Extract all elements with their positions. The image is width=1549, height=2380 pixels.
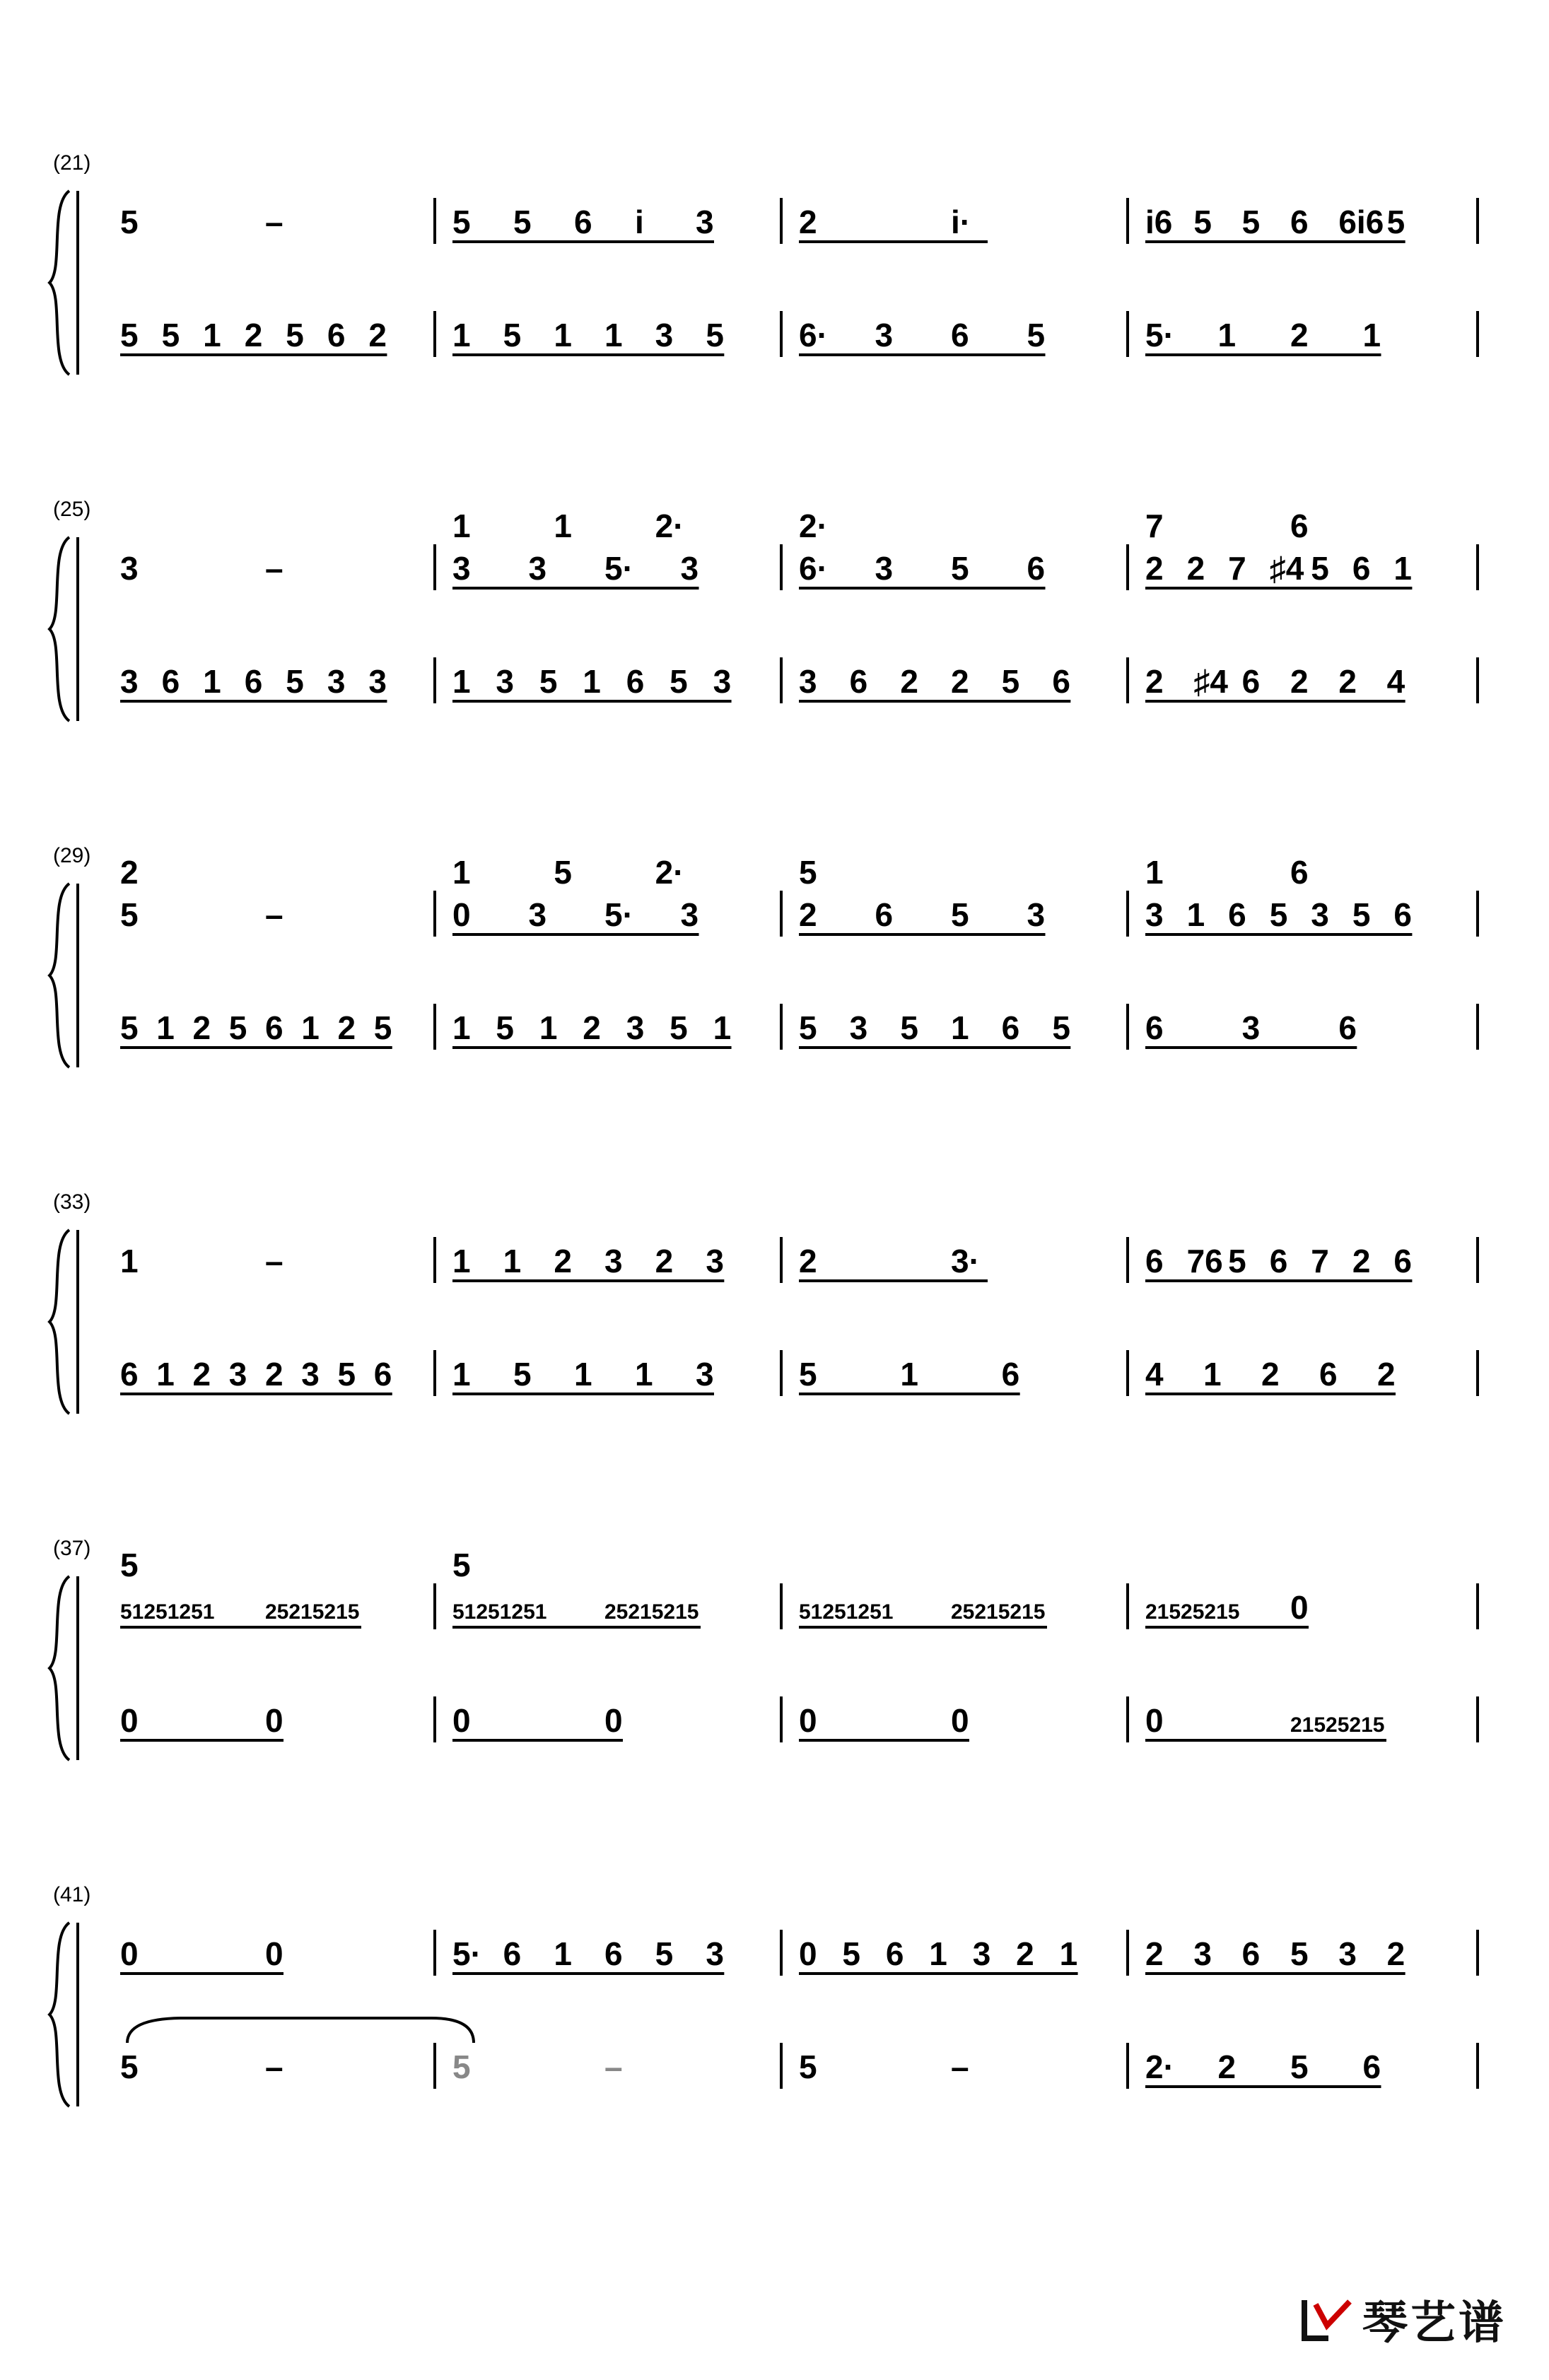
upper-note: 5 [1228, 1243, 1246, 1279]
upper-note: 25215215 [265, 1600, 360, 1624]
upper-note: 6· [799, 550, 828, 587]
lower-note: 2 [1261, 1356, 1280, 1393]
lower-note: 5 [670, 663, 688, 700]
chord-top-note: 1 [452, 508, 471, 544]
upper-note: 3 [680, 896, 699, 933]
chord-top-note: 6 [1290, 854, 1309, 891]
lower-note: 3 [655, 317, 674, 353]
lower-note: 5 [337, 1356, 356, 1393]
lower-note: 6 [373, 1356, 392, 1393]
upper-note: 6 [1145, 1243, 1164, 1279]
system-brace [49, 1576, 69, 1760]
upper-note: 21525215 [1145, 1600, 1240, 1624]
upper-note: 2 [554, 1243, 572, 1279]
lower-note: 6 [849, 663, 868, 700]
system-brace [49, 1923, 69, 2106]
upper-note: 1 [1059, 1935, 1078, 1972]
lower-note: 6 [1319, 1356, 1338, 1393]
chord-top-note: 5 [799, 854, 817, 891]
upper-note: 6i6 [1338, 204, 1384, 240]
lower-note: 1 [713, 1009, 732, 1046]
upper-note: 1 [503, 1243, 522, 1279]
upper-note: 5 [842, 1935, 861, 1972]
chord-top-note: 2· [655, 854, 684, 891]
logo-text: 琴艺谱 [1362, 2297, 1507, 2350]
upper-note: 7 [1228, 550, 1246, 587]
measure-number: (33) [53, 1190, 91, 1214]
upper-note: 6 [503, 1935, 522, 1972]
upper-note: 6 [875, 896, 894, 933]
lower-note: 4 [1145, 1356, 1164, 1393]
upper-note: 6 [1290, 204, 1309, 240]
upper-note: 1 [120, 1243, 139, 1279]
logo [1300, 2287, 1507, 2352]
lower-note: 6 [626, 663, 645, 700]
lower-note: 3 [849, 1009, 868, 1046]
lower-note: 1 [452, 317, 471, 353]
upper-note: 1 [554, 1935, 572, 1972]
chord-top-note: 5 [120, 1547, 139, 1583]
lower-note: 1 [583, 663, 601, 700]
upper-note: – [265, 1243, 284, 1279]
upper-note: 5· [604, 896, 633, 933]
lower-note: 1 [203, 317, 221, 353]
lower-note: 0 [799, 1702, 817, 1739]
lower-note: 2 [1290, 317, 1309, 353]
chord-top-note: 1 [554, 508, 572, 544]
lower-note: 0 [604, 1702, 623, 1739]
lower-note: 5 [799, 2048, 817, 2085]
measure-number: (41) [53, 1883, 91, 1906]
upper-note: 2 [1145, 1935, 1164, 1972]
lower-note: 1 [951, 1009, 969, 1046]
upper-note: 5 [452, 204, 471, 240]
upper-note: 25215215 [604, 1600, 699, 1624]
lower-note: 3 [327, 663, 346, 700]
upper-note: 3 [1027, 896, 1046, 933]
upper-note: 5 [120, 896, 139, 933]
lower-note: 5 [1052, 1009, 1070, 1046]
upper-note: 5 [1269, 896, 1288, 933]
lower-note: 6 [1241, 663, 1261, 700]
upper-note: 6 [1393, 896, 1413, 933]
lower-note: 3 [1241, 1009, 1261, 1046]
upper-note: 2 [799, 1243, 817, 1279]
upper-note: – [265, 896, 284, 933]
lower-note: 2 [900, 663, 918, 700]
upper-note: 3 [1311, 896, 1329, 933]
lower-note: 2 [368, 317, 387, 353]
lower-note: 6 [265, 1009, 284, 1046]
upper-note: 3 [528, 896, 547, 933]
lower-note: 5 [373, 1009, 392, 1046]
upper-note: 3 [452, 550, 471, 587]
lower-note: 3 [696, 1356, 714, 1393]
lower-note: 1 [635, 1356, 653, 1393]
lower-note: 2 [244, 317, 263, 353]
lower-note: 1 [1217, 317, 1237, 353]
upper-note: 3 [972, 1935, 991, 1972]
lower-note: 5 [496, 1009, 515, 1046]
lower-note: 3 [301, 1356, 320, 1393]
upper-note: 6 [1352, 550, 1371, 587]
chord-top-note: 5 [554, 854, 572, 891]
lower-note: 5 [900, 1009, 918, 1046]
lower-note: 6 [1362, 2048, 1381, 2085]
measure-number: (25) [53, 498, 91, 521]
upper-note: 51251251 [452, 1600, 547, 1624]
lower-note: 0 [120, 1702, 139, 1739]
upper-note: i· [951, 204, 971, 240]
upper-note: 3 [528, 550, 547, 587]
lower-note: 1 [301, 1009, 320, 1046]
chord-top-note: 2· [799, 508, 828, 544]
upper-note: 3 [706, 1243, 724, 1279]
lower-note: 3 [496, 663, 515, 700]
lower-note: 6· [799, 317, 828, 353]
upper-note: 7 [1311, 1243, 1329, 1279]
lower-note: 1 [539, 1009, 558, 1046]
system-brace [49, 1230, 69, 1414]
upper-note: 0 [799, 1935, 817, 1972]
lower-note: 1 [1362, 317, 1381, 353]
upper-note: 6 [1228, 896, 1246, 933]
upper-note: ♯4 [1269, 550, 1304, 587]
upper-note: 2 [1386, 1935, 1405, 1972]
upper-note: 3· [951, 1243, 980, 1279]
measure-number: (29) [53, 844, 91, 867]
upper-note: 5 [513, 204, 532, 240]
lower-note: ♯4 [1193, 663, 1228, 700]
chord-top-note: 6 [1290, 508, 1309, 544]
upper-note: 6 [574, 204, 592, 240]
lower-note: 5· [1145, 317, 1174, 353]
upper-note: 3 [120, 550, 139, 587]
upper-note: 51251251 [120, 1600, 215, 1624]
chord-top-note: 2 [120, 854, 139, 891]
piano-logo-icon [1300, 2294, 1357, 2344]
lower-note: 1 [900, 1356, 918, 1393]
lower-note: 5 [120, 1009, 139, 1046]
lower-note: 6 [1338, 1009, 1357, 1046]
lower-note: 1 [156, 1356, 175, 1393]
lower-note: 1 [574, 1356, 592, 1393]
lower-note: 5 [161, 317, 180, 353]
lower-note: 3 [713, 663, 732, 700]
lower-note: 4 [1386, 663, 1405, 700]
lower-note: – [265, 2048, 284, 2085]
upper-note: 2 [1352, 1243, 1371, 1279]
lower-note: 5 [539, 663, 558, 700]
upper-note: 2 [1186, 550, 1205, 587]
lower-note: 5 [286, 663, 304, 700]
lower-note: 5 [120, 2048, 139, 2085]
lower-note: 0 [452, 1702, 471, 1739]
lower-note: 5 [452, 2048, 471, 2085]
upper-note: 76 [1186, 1243, 1223, 1279]
upper-note: 5 [1241, 204, 1261, 240]
upper-note: 6 [1393, 1243, 1413, 1279]
upper-note: 3 [875, 550, 894, 587]
upper-note: 0 [265, 1935, 284, 1972]
lower-note: 6 [244, 663, 263, 700]
lower-note: 5 [706, 317, 724, 353]
upper-note: 6 [1241, 1935, 1261, 1972]
upper-note: 3 [1145, 896, 1164, 933]
lower-note: 5 [799, 1009, 817, 1046]
lower-note: 6 [1052, 663, 1070, 700]
lower-note: 1 [604, 317, 623, 353]
lower-note: 2 [265, 1356, 284, 1393]
chord-top-note: 1 [452, 854, 471, 891]
lower-note: 21525215 [1290, 1713, 1385, 1737]
lower-note: 3 [120, 663, 139, 700]
lower-note: 5 [286, 317, 304, 353]
upper-note: 5· [452, 1935, 481, 1972]
upper-note: i [635, 204, 644, 240]
lower-note: – [604, 2048, 623, 2085]
lower-note: 6 [161, 663, 180, 700]
lower-note: 1 [452, 1356, 471, 1393]
tie-arc [127, 2018, 474, 2043]
upper-note: 6 [885, 1935, 904, 1972]
lower-note: 2 [951, 663, 969, 700]
upper-note: 5 [951, 550, 969, 587]
lower-note: 5 [513, 1356, 532, 1393]
upper-note: 2 [799, 204, 817, 240]
upper-note: 5· [604, 550, 633, 587]
upper-note: 3 [1338, 1935, 1357, 1972]
upper-note: 0 [120, 1935, 139, 1972]
upper-note: i6 [1145, 204, 1173, 240]
lower-note: 5 [1027, 317, 1046, 353]
chord-top-note: 7 [1145, 508, 1164, 544]
lower-note: 6 [1001, 1356, 1020, 1393]
lower-note: 0 [951, 1702, 969, 1739]
upper-note: 0 [1290, 1589, 1309, 1626]
lower-note: 5 [1290, 2048, 1309, 2085]
chord-top-note: 1 [1145, 854, 1164, 891]
lower-note: 1 [452, 1009, 471, 1046]
lower-note: 6 [1001, 1009, 1020, 1046]
upper-note: 3 [604, 1243, 623, 1279]
upper-note: 51251251 [799, 1600, 894, 1624]
lower-note: 5 [799, 1356, 817, 1393]
lower-note: 1 [554, 317, 572, 353]
upper-note: 6 [604, 1935, 623, 1972]
lower-note: 3 [368, 663, 387, 700]
lower-note: 5 [120, 317, 139, 353]
system-brace [49, 191, 69, 375]
lower-note: 5 [670, 1009, 688, 1046]
system-brace [49, 884, 69, 1067]
lower-note: 0 [265, 1702, 284, 1739]
chord-top-note: 5 [452, 1547, 471, 1583]
upper-note: 1 [1186, 896, 1205, 933]
upper-note: – [265, 204, 284, 240]
upper-note: – [265, 550, 284, 587]
lower-note: 2 [1290, 663, 1309, 700]
lower-note: 1 [156, 1009, 175, 1046]
upper-note: 5 [1386, 204, 1405, 240]
lower-note: 6 [327, 317, 346, 353]
lower-note: 5 [1001, 663, 1020, 700]
upper-note: 5 [120, 204, 139, 240]
lower-note: 1 [203, 663, 221, 700]
upper-note: 25215215 [951, 1600, 1046, 1624]
upper-note: 5 [655, 1935, 674, 1972]
lower-note: 0 [1145, 1702, 1164, 1739]
upper-note: 1 [1393, 550, 1413, 587]
upper-note: 5 [951, 896, 969, 933]
lower-note: 1 [452, 663, 471, 700]
upper-note: 1 [929, 1935, 947, 1972]
lower-note: 1 [1203, 1356, 1222, 1393]
lower-note: 2 [1145, 663, 1164, 700]
lower-note: 3 [799, 663, 817, 700]
upper-note: 5 [1290, 1935, 1309, 1972]
upper-note: 2 [799, 896, 817, 933]
upper-note: 3 [706, 1935, 724, 1972]
upper-note: 5 [1352, 896, 1371, 933]
lower-note: 2 [583, 1009, 601, 1046]
lower-note: 3 [875, 317, 894, 353]
upper-note: 3 [696, 204, 714, 240]
lower-note: 6 [120, 1356, 139, 1393]
upper-note: 3 [680, 550, 699, 587]
upper-note: 3 [1193, 1935, 1212, 1972]
upper-note: 6 [1027, 550, 1046, 587]
lower-note: 2 [1377, 1356, 1396, 1393]
lower-note: 2 [1217, 2048, 1237, 2085]
upper-note: 0 [452, 896, 471, 933]
lower-note: 2 [192, 1356, 211, 1393]
lower-note: 2 [1338, 663, 1357, 700]
lower-note: 2 [337, 1009, 356, 1046]
lower-note: 3 [228, 1356, 247, 1393]
lower-note: – [951, 2048, 969, 2085]
system-brace [49, 537, 69, 721]
measure-number: (37) [53, 1537, 91, 1560]
lower-note: 6 [951, 317, 969, 353]
lower-note: 2· [1145, 2048, 1174, 2085]
upper-note: 6 [1269, 1243, 1288, 1279]
upper-note: 5 [1311, 550, 1329, 587]
chord-top-note: 2· [655, 508, 684, 544]
lower-note: 6 [1145, 1009, 1164, 1046]
lower-note: 2 [192, 1009, 211, 1046]
lower-note: 3 [626, 1009, 645, 1046]
upper-note: 2 [1016, 1935, 1034, 1972]
measure-number: (21) [53, 151, 91, 175]
upper-note: 5 [1193, 204, 1212, 240]
lower-note: 5 [503, 317, 522, 353]
lower-note: 5 [228, 1009, 247, 1046]
upper-note: 2 [655, 1243, 674, 1279]
upper-note: 2 [1145, 550, 1164, 587]
upper-note: 1 [452, 1243, 471, 1279]
